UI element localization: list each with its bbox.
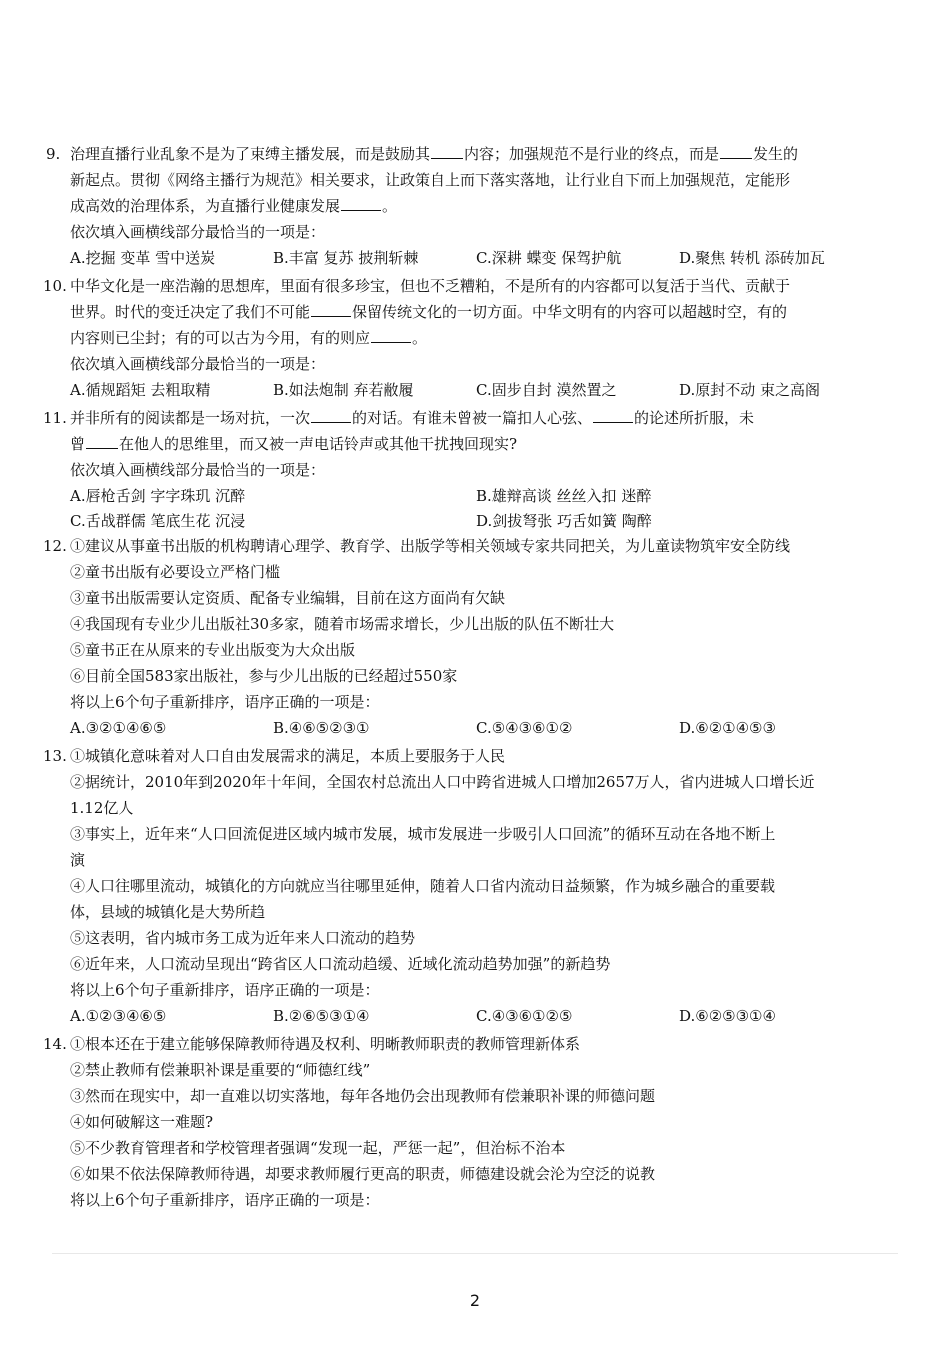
question-number: 10. (43, 277, 67, 295)
option-a[interactable]: A.①②③④⑥⑤ (70, 1007, 167, 1025)
option-d[interactable]: D.原封不动 束之高阁 (679, 381, 821, 399)
option-d[interactable]: D.聚焦 转机 添砖加瓦 (679, 249, 825, 267)
fill-blank (341, 194, 381, 211)
question-number: 13. (43, 747, 67, 765)
fill-blank (720, 142, 752, 159)
option-d[interactable]: D.剑拔弩张 巧舌如簧 陶醉 (476, 512, 652, 530)
option-b[interactable]: B.丰富 复苏 披荆斩棘 (273, 249, 419, 267)
answer-options (70, 715, 882, 743)
sentence-3: ③然而在现实中，却一直难以切实落地，每年各地仍会出现教师有偿兼职补课的师德问题 (70, 1087, 656, 1105)
question-text-line: 中华文化是一座浩瀚的思想库，里面有很多珍宝，但也不乏糟粕，不是所有的内容都可以复活于当代、贡献于 (70, 277, 791, 295)
answer-options (70, 1003, 882, 1031)
sentence-2: ②禁止教师有偿兼职补课是重要的“师德红线” (70, 1061, 371, 1079)
question-number: 9. (46, 145, 61, 163)
sentence-1: ①根本还在于建立能够保障教师待遇及权利、明晰教师职责的教师管理新体系 (70, 1035, 581, 1053)
sentence-6: ⑥如果不依法保障教师待遇，却要求教师履行更高的职责，师德建设就会沦为空泛的说教 (70, 1165, 656, 1183)
sentence-4: ④我国现有专业少儿出版社30多家，随着市场需求增长，少儿出版的队伍不断壮大 (70, 615, 615, 633)
page-number: 2 (469, 1291, 481, 1310)
option-c[interactable]: C.舌战群儒 笔底生花 沉浸 (70, 512, 246, 530)
option-c[interactable]: C.深耕 蝶变 保驾护航 (476, 249, 622, 267)
answer-options (70, 245, 882, 273)
question-number: 11. (43, 409, 67, 427)
sentence-5: ⑤不少教育管理者和学校管理者强调“发现一起，严惩一起”，但治标不治本 (70, 1139, 566, 1157)
question-number: 12. (43, 537, 67, 555)
question-text-line (70, 299, 882, 325)
option-a[interactable]: A.循规蹈矩 去粗取精 (70, 381, 211, 399)
text-segment: 世界。时代的变迁决定了我们不可能 (70, 303, 311, 321)
fill-blank (593, 406, 633, 423)
option-d[interactable]: D.⑥②⑤③①④ (679, 1007, 776, 1025)
question-prompt: 依次填入画横线部分最恰当的一项是： (70, 461, 326, 479)
sentence-2: ②童书出版有必要设立严格门槛 (70, 563, 281, 581)
option-c[interactable]: C.固步自封 漠然置之 (476, 381, 617, 399)
fill-blank (371, 326, 411, 343)
question-number: 14. (43, 1035, 67, 1053)
option-c[interactable]: C.⑤④③⑥①② (476, 719, 573, 737)
question-14 (43, 1031, 882, 1213)
sentence-3: ③童书出版需要认定资质、配备专业编辑，目前在这方面尚有欠缺 (70, 589, 506, 607)
sentence-4: ④如何破解这一难题? (70, 1113, 214, 1131)
sentence-3: ③事实上，近年来“人口回流促进区域内城市发展，城市发展进一步吸引人口回流”的循环互动在各地不断上 (70, 825, 776, 843)
option-b[interactable]: B.如法炮制 弃若敝履 (273, 381, 414, 399)
fill-blank (311, 300, 351, 317)
sentence-2-cont: 1.12亿人 (70, 799, 134, 817)
option-b[interactable]: B.②⑥⑤③①④ (273, 1007, 370, 1025)
option-c[interactable]: C.④③⑥①②⑤ (476, 1007, 573, 1025)
text-segment: 保留传统文化的一切方面。中华文明有的内容可以超越时空，有的 (352, 303, 788, 321)
question-text-line (70, 325, 882, 351)
text-segment: 内容则已尘封；有的可以古为今用，有的则应 (70, 329, 371, 347)
text-segment: 在他人的思维里，而又被一声电话铃声或其他干扰拽回现实? (119, 435, 518, 453)
footer-divider (52, 1253, 898, 1254)
text-segment: 并非所有的阅读都是一场对抗，一次 (70, 409, 311, 427)
question-9 (46, 141, 882, 273)
sentence-6: ⑥目前全国583家出版社，参与少儿出版的已经超过550家 (70, 667, 458, 685)
option-b[interactable]: B.④⑥⑤②③① (273, 719, 370, 737)
question-12 (43, 533, 882, 743)
fill-blank (431, 142, 463, 159)
text-segment: 成高效的治理体系，为直播行业健康发展 (70, 197, 341, 215)
answer-options (70, 377, 882, 405)
text-segment: 的论述所折服，未 (634, 409, 755, 427)
question-text-line (70, 141, 882, 167)
question-prompt: 依次填入画横线部分最恰当的一项是： (70, 355, 326, 373)
question-text-line (70, 431, 882, 457)
question-text-line (70, 405, 882, 431)
text-segment: 内容；加强规范不是行业的终点，而是 (464, 145, 720, 163)
sentence-2: ②据统计，2010年到2020年十年间，全国农村总流出人口中跨省进城人口增加2657万人，省内进城人口增长近 (70, 773, 815, 791)
question-prompt: 将以上6个句子重新排序，语序正确的一项是： (70, 693, 380, 711)
question-13 (43, 743, 882, 1031)
text-segment: 治理直播行业乱象不是为了束缚主播发展，而是鼓励其 (70, 145, 431, 163)
sentence-6: ⑥近年来，人口流动呈现出“跨省区人口流动趋缓、近域化流动趋势加强”的新趋势 (70, 955, 611, 973)
sentence-5: ⑤童书正在从原来的专业出版变为大众出版 (70, 641, 356, 659)
text-segment: 。 (382, 197, 398, 215)
text-segment: 发生的 (753, 145, 799, 163)
question-prompt: 依次填入画横线部分最恰当的一项是： (70, 223, 326, 241)
text-segment: 的对话。有谁未曾被一篇扣人心弦、 (352, 409, 593, 427)
option-b[interactable]: B.雄辩高谈 丝丝入扣 迷醉 (476, 487, 652, 505)
text-segment: 。 (412, 329, 428, 347)
question-text-line: 新起点。贯彻《网络主播行为规范》相关要求，让政策自上而下落实落地，让行业自下而上加强规范，定能形 (70, 171, 791, 189)
answer-options-row-2 (70, 508, 882, 533)
option-d[interactable]: D.⑥②①④⑤③ (679, 719, 776, 737)
question-11 (43, 405, 882, 533)
sentence-1: ①城镇化意味着对人口自由发展需求的满足，本质上要服务于人民 (70, 747, 506, 765)
fill-blank (311, 406, 351, 423)
fill-blank (86, 432, 118, 449)
question-prompt: 将以上6个句子重新排序，语序正确的一项是： (70, 1191, 380, 1209)
answer-options-row-1 (70, 483, 882, 508)
question-prompt: 将以上6个句子重新排序，语序正确的一项是： (70, 981, 380, 999)
sentence-5: ⑤这表明，省内城市务工成为近年来人口流动的趋势 (70, 929, 416, 947)
question-10 (43, 273, 882, 405)
option-a[interactable]: A.挖掘 变革 雪中送炭 (70, 249, 216, 267)
sentence-4: ④人口往哪里流动，城镇化的方向就应当往哪里延伸，随着人口省内流动日益频繁，作为城乡融合的重要载 (70, 877, 776, 895)
option-a[interactable]: A.唇枪舌剑 字字珠玑 沉醉 (70, 487, 246, 505)
sentence-4-cont: 体，县域的城镇化是大势所趋 (70, 903, 266, 921)
sentence-3-cont: 演 (70, 851, 86, 869)
text-segment: 曾 (70, 435, 86, 453)
sentence-1: ①建议从事童书出版的机构聘请心理学、教育学、出版学等相关领域专家共同把关，为儿童读物筑牢安全防线 (70, 537, 791, 555)
question-list (43, 141, 882, 1213)
question-text-line (70, 193, 882, 219)
option-a[interactable]: A.③②①④⑥⑤ (70, 719, 167, 737)
